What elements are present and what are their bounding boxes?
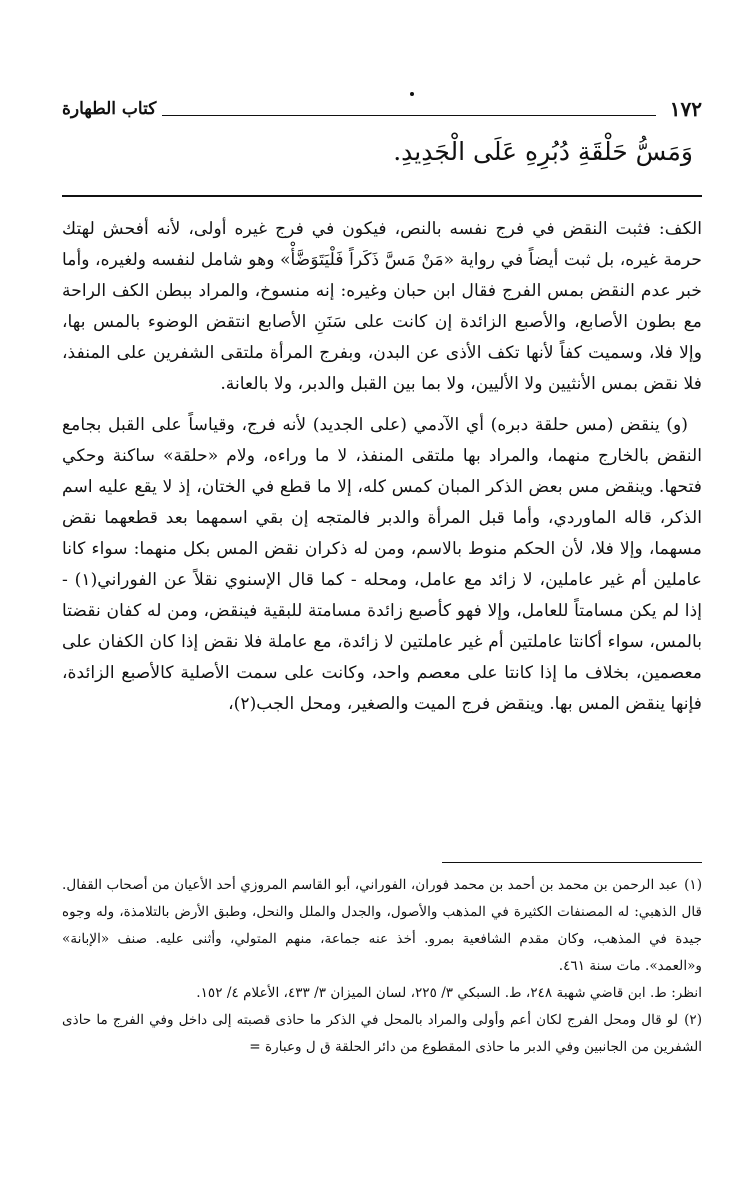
page-number: ١٧٢ xyxy=(669,97,702,121)
footnotes xyxy=(62,872,702,1061)
footnote-text: لو قال ومحل الفرج لكان أعم وأولى والمراد بالمحل في الذكر ما حاذى قصبته إلى داخل وفي الفرج ما حاذى الشفرين من الجانبين وفي الدبر ما حاذى المقطوع من دائر الحلقة ق ل وعبارة = xyxy=(62,1012,702,1055)
footnote-number: (١) xyxy=(684,877,702,893)
footnote-separator-rule xyxy=(442,862,702,863)
footnote-2 xyxy=(62,1007,702,1061)
footnote-text: عبد الرحمن بن محمد بن أحمد بن محمد فوران، الفوراني، أبو القاسم المروزي أحد الأعيان من أصحاب القفال. قال الذهبي: له المصنفات الكثيرة في المذهب والأصول، والجدل والملل والنحل، وطبق الأرض بالتلامذة، وله وجوه جيدة في المذهب، وكان مقدم الشافعية بمرو. أخذ عنه جماعة، منهم المتولي، وأثنى عليه. صنف «الإبانة» و«العمد». مات سنة ٤٦١. xyxy=(62,877,702,974)
footnote-1 xyxy=(62,872,702,980)
footnote-1-refs: انظر: ط. ابن قاضي شهبة ٢٤٨، ط. السبكي ٣/ ٢٢٥، لسان الميزان ٣/ ٤٣٣، الأعلام ٤/ ١٥٢. xyxy=(196,985,702,1001)
running-header xyxy=(62,96,702,122)
matn-separator-rule xyxy=(62,195,702,197)
commentary-paragraph: (و) ينقض (مس حلقة دبره) أي الآدمي (على الجديد) لأنه فرج، وقياساً على القبل بجامع النقض بالخارج منهما، والمراد بها ملتقى المنفذ، لا ما وراءه، ولام «حلقة» ساكنة وحكي فتحها. وينقض مس بعض الذكر المبان كمس كله، إلا ما قطع في الختان، إذ لا يقع عليه اسم الذكر، قاله الماوردي، وأما قبل المرأة والدبر فالمتجه إن بقي اسمهما بعد قطعهما نقض مسهما، وإلا فلا، لأن الحكم منوط بالاسم، ومن له ذكران نقض المس بكل منهما: سواء كانا عاملين أم غير عاملين، لا زائد مع عامل، ومحله - كما قال الإسنوي نقلاً عن الفوراني(١) - إذا لم يكن مسامتاً للعامل، وإلا فهو كأصبع زائدة مسامتة للبقية فينقض، ومن له كفان نقضتا بالمس، سواء أكانتا عاملتين أم غير عاملتين لا زائدة، مع عاملة فلا نقض إذا كان الكفان على معصمين، بخلاف ما إذا كانتا على معصم واحد، وكانت على سمت الأصلية كالأصبع الزائدة، فإنها ينقض المس بها. وينقض فرج الميت والصغير، ومحل الجب(٢)، xyxy=(62,415,702,714)
book-title: كتاب الطهارة xyxy=(62,99,157,119)
commentary-body xyxy=(62,214,702,730)
matn-text: وَمَسُّ حَلْقَةِ دُبُرِهِ عَلَى الْجَدِيدِ. xyxy=(393,137,693,166)
footnote-number: (٢) xyxy=(684,1012,702,1028)
commentary-paragraph: الكف: فثبت النقض في فرج نفسه بالنص، فيكون في فرج غيره أولى، لأنه أفحش لهتك حرمة غيره، بل ثبت أيضاً في رواية «مَنْ مَسَّ ذَكَراً فَلْيَتَوَضَّأْ» وهو شامل لنفسه ولغيره، وأما خبر عدم النقض بمس الفرج فقال ابن حبان وغيره: إنه منسوخ، والمراد ببطن الكف الراحة مع بطون الأصابع، والأصبع الزائدة إن كانت على سَنَنِ الأصابع انتقض الوضوء بالمس بها، وإلا فلا، وسميت كفاً لأنها تكف الأذى عن البدن، وبفرج المرأة ملتقى الشفرين على المنفذ، فلا نقض بمس الأنثيين ولا الأليين، ولا بما بين القبل والدبر، ولا بالعانة. xyxy=(62,219,702,394)
header-rule xyxy=(162,103,655,116)
